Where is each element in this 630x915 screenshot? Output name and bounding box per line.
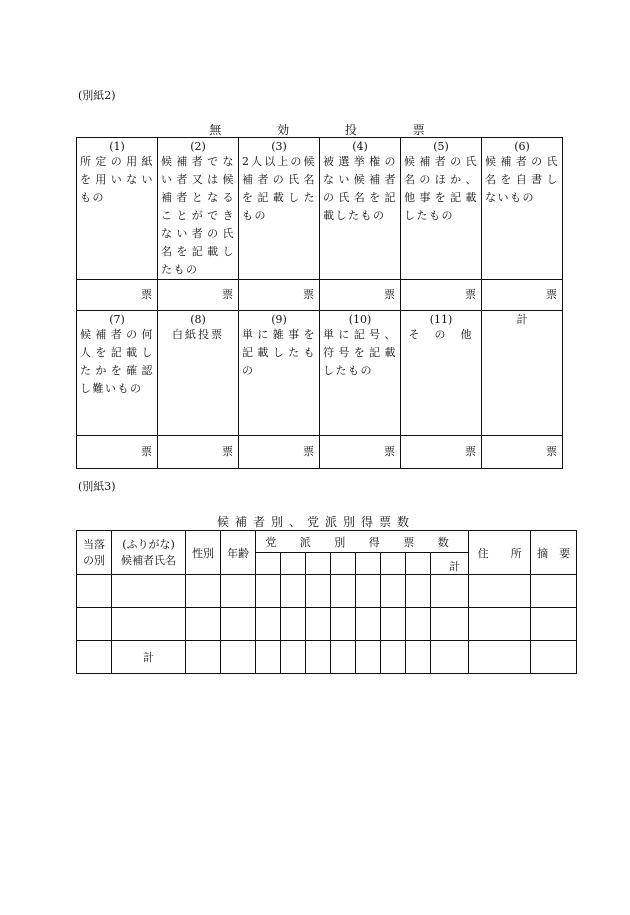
title-char: 票 [412,123,425,137]
cell[interactable] [256,575,281,608]
invalid-total: 計 [482,311,563,436]
cell[interactable] [381,608,406,641]
candidate-row [77,575,577,608]
vote-count-cell[interactable]: 票 [482,436,563,469]
cell[interactable] [406,641,431,674]
votes-by-candidate-table [76,530,577,674]
total-row-label: 計 [112,641,186,674]
header-age: 年齢 [221,531,256,575]
title-char: 投 [344,123,357,137]
votes-by-candidate-title: 候補者別、党派別得票数 [216,515,415,529]
cell[interactable] [281,608,306,641]
vote-count-cell[interactable]: 票 [77,280,158,311]
vote-count-cell[interactable]: 票 [77,436,158,469]
vote-count-cell[interactable]: 票 [482,280,563,311]
header-sex: 性別 [186,531,221,575]
invalid-category-1: (1) 所定の用紙を用いないもの [77,138,158,280]
cell[interactable] [469,608,531,641]
header-candidate-name [112,531,186,575]
party-column [256,553,281,575]
cell[interactable] [431,608,469,641]
cell[interactable] [331,575,356,608]
cell[interactable] [406,575,431,608]
vote-count-cell[interactable]: 票 [401,280,482,311]
vote-count-cell[interactable]: 票 [401,436,482,469]
cell[interactable] [469,575,531,608]
invalid-category-2: (2) 候補者でない者又は候補者となることができない者の氏名を記載したもの [158,138,239,280]
cell[interactable] [281,641,306,674]
party-column [306,553,331,575]
invalid-category-8: (8) 白紙投票 [158,311,239,436]
vote-count-cell[interactable]: 票 [320,280,401,311]
attachment-2-label: (別紙2) [78,89,116,102]
cell[interactable] [77,608,112,641]
invalid-category-7: (7) 候補者の何人を記載したかを確認し難いもの [77,311,158,436]
header-party-votes: 党 派 別 得 票 数 [256,531,469,553]
invalid-category-4: (4) 被選挙権のない候補者の氏名を記載したもの [320,138,401,280]
cell[interactable] [221,608,256,641]
vote-count-cell[interactable]: 票 [320,436,401,469]
header-address: 住 所 [469,531,531,575]
invalid-votes-table [76,137,563,469]
cell[interactable] [306,641,331,674]
cell[interactable] [381,575,406,608]
cell[interactable] [469,641,531,674]
cell[interactable] [306,608,331,641]
cell[interactable] [77,575,112,608]
cell[interactable] [531,641,577,674]
cell[interactable] [381,641,406,674]
attachment-3-label: (別紙3) [78,480,116,493]
cell[interactable] [356,608,381,641]
total-row [77,641,577,674]
vote-count-cell[interactable]: 票 [239,280,320,311]
cell[interactable] [306,575,331,608]
vote-count-cell[interactable]: 票 [239,436,320,469]
vote-count-cell[interactable]: 票 [158,436,239,469]
party-column [281,553,306,575]
party-column [356,553,381,575]
cell[interactable] [221,575,256,608]
cell[interactable] [256,641,281,674]
cell[interactable] [186,608,221,641]
header-party-total: 計 [431,553,469,575]
invalid-category-9: (9) 単に雑事を記載したもの [239,311,320,436]
invalid-category-3: (3) 2人以上の候補者の氏名を記載したもの [239,138,320,280]
cell[interactable] [256,608,281,641]
header-name: 候補者氏名 [121,553,176,567]
invalid-category-6: (6) 候補者の氏名を自書しないもの [482,138,563,280]
invalid-category-5: (5) 候補者の氏名のほか、他事を記載したもの [401,138,482,280]
cell[interactable] [406,608,431,641]
cell[interactable] [531,575,577,608]
title-char: 効 [277,123,290,137]
cell[interactable] [77,641,112,674]
invalid-category-10: (10) 単に記号、符号を記載したもの [320,311,401,436]
cell[interactable] [431,575,469,608]
cell[interactable] [186,575,221,608]
cell[interactable] [331,641,356,674]
invalid-category-11: (11) そ の 他 [401,311,482,436]
cell[interactable] [531,608,577,641]
party-column [406,553,431,575]
candidate-row [77,608,577,641]
cell[interactable] [186,641,221,674]
title-char: 無 [209,123,222,137]
header-summary: 摘 要 [531,531,577,575]
invalid-votes-title [78,121,556,138]
cell[interactable] [431,641,469,674]
cell[interactable] [331,608,356,641]
header-elected: 当落の別 [77,531,112,575]
cell[interactable] [112,575,186,608]
vote-count-cell[interactable]: 票 [158,280,239,311]
header-furigana: (ふりがな) [122,537,175,551]
party-column [331,553,356,575]
cell[interactable] [112,608,186,641]
cell[interactable] [356,641,381,674]
party-column [381,553,406,575]
cell[interactable] [221,641,256,674]
cell[interactable] [356,575,381,608]
cell[interactable] [281,575,306,608]
